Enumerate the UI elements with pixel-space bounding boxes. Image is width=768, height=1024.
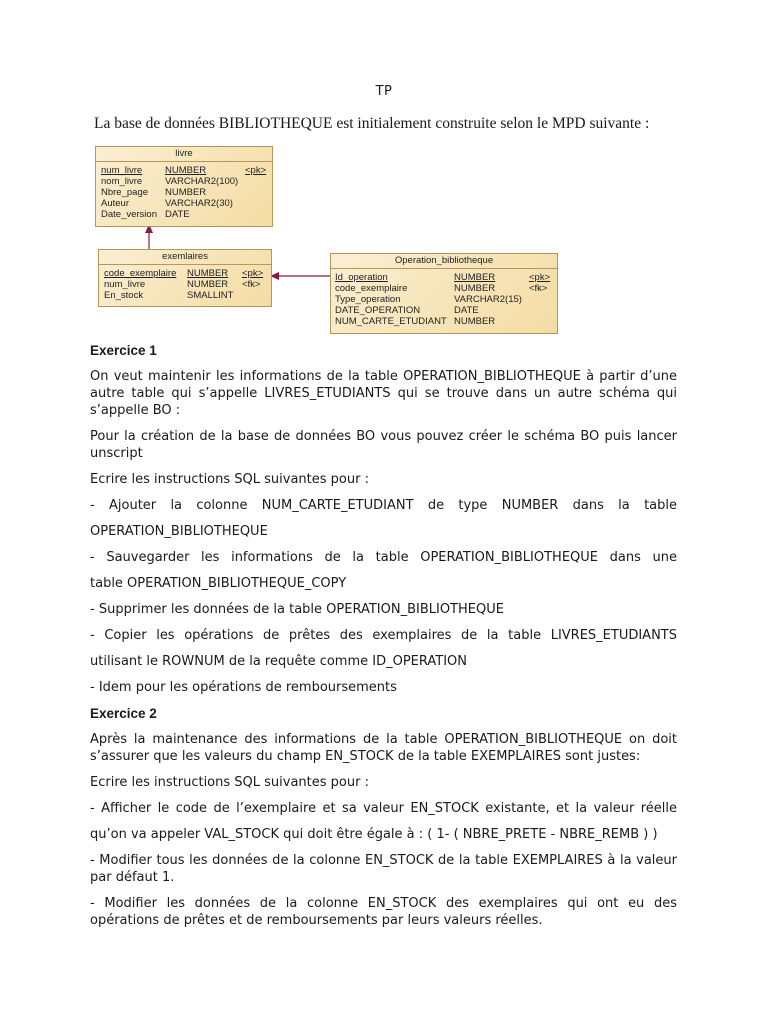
exercise-1-bullet: - Supprimer les données de la table OPERATION_BIBLIOTHEQUE bbox=[90, 602, 504, 617]
entity-exemplaires bbox=[98, 249, 272, 307]
column-row bbox=[99, 290, 271, 301]
intro-sentence: La base de données BIBLIOTHEQUE est initialement construite selon le MPD suivante : bbox=[94, 115, 650, 132]
exercise-2-bullet-continuation: qu’on va appeler VAL_STOCK qui doit être égale à : ( 1- ( NBRE_PRETE - NBRE_REMB ) ) bbox=[90, 827, 658, 842]
page-title: TP bbox=[375, 84, 393, 99]
exercise-1-paragraph: Pour la création de la base de données BO vous pouvez créer le schéma BO puis lancer unscript bbox=[90, 429, 677, 461]
column-name: nom_livre bbox=[101, 176, 143, 187]
entity-livre bbox=[95, 146, 273, 227]
column-row bbox=[99, 268, 271, 279]
exercise-1-bullet-continuation: table OPERATION_BIBLIOTHEQUE_COPY bbox=[90, 576, 347, 591]
column-type: SMALLINT bbox=[187, 290, 234, 301]
column-row bbox=[96, 165, 272, 176]
exercise-2-bullet: - Modifier les données de la colonne EN_STOCK des exemplaires qui ont eu des opérations de prêtes et de remboursements par leurs valeurs réelles. bbox=[90, 896, 677, 928]
column-key: <pk> bbox=[245, 165, 267, 176]
column-row bbox=[96, 209, 272, 220]
exercise-1-paragraph: On veut maintenir les informations de la table OPERATION_BIBLIOTHEQUE à partir d’une autre table qui s’appelle LIVRES_ETUDIANTS qui se trouve dans un autre schéma qui s’appelle BO : bbox=[90, 369, 677, 418]
column-type: NUMBER bbox=[454, 316, 496, 327]
column-row bbox=[331, 283, 557, 294]
column-key: <pk> bbox=[529, 272, 551, 283]
column-row bbox=[99, 279, 271, 290]
exercise-1-bullet: - Copier les opérations de prêtes des exemplaires de la table LIVRES_ETUDIANTS bbox=[90, 628, 677, 643]
column-name: Date_version bbox=[101, 209, 157, 220]
column-key: <fk> bbox=[242, 279, 261, 290]
exercise-1-heading: Exercice 1 bbox=[90, 343, 157, 358]
column-type: DATE bbox=[454, 305, 479, 316]
exercise-2-paragraph: Après la maintenance des informations de la table OPERATION_BIBLIOTHEQUE on doit s’assurer que les valeurs du champ EN_STOCK de la table EXEMPLAIRES sont justes: bbox=[90, 732, 677, 764]
entity-livre-name: livre bbox=[96, 147, 272, 162]
column-name: DATE_OPERATION bbox=[335, 305, 421, 316]
exercise-1-bullet: - Ajouter la colonne NUM_CARTE_ETUDIANT de type NUMBER dans la table bbox=[90, 498, 677, 513]
column-type: VARCHAR2(100) bbox=[165, 176, 239, 187]
column-key: <fk> bbox=[529, 283, 548, 294]
column-name: code_exemplaire bbox=[104, 268, 177, 279]
exercise-2-paragraph: Ecrire les instructions SQL suivantes pour : bbox=[90, 775, 369, 790]
column-type: NUMBER bbox=[187, 268, 229, 279]
column-name: num_livre bbox=[104, 279, 146, 290]
column-row bbox=[96, 198, 272, 209]
column-type: NUMBER bbox=[187, 279, 229, 290]
column-row bbox=[96, 187, 272, 198]
column-type: DATE bbox=[165, 209, 190, 220]
exercise-1-bullet-continuation: OPERATION_BIBLIOTHEQUE bbox=[90, 524, 268, 539]
exercise-1-bullet: - Idem pour les opérations de remboursements bbox=[90, 680, 397, 695]
exercise-2-heading: Exercice 2 bbox=[90, 706, 157, 721]
column-name: Type_operation bbox=[335, 294, 401, 305]
column-type: VARCHAR2(30) bbox=[165, 198, 233, 209]
exercise-2-bullet: - Afficher le code de l’exemplaire et sa valeur EN_STOCK existante, et la valeur réelle bbox=[90, 801, 677, 816]
exercise-2-bullet: - Modifier tous les données de la colonne EN_STOCK de la table EXEMPLAIRES à la valeur par défaut 1. bbox=[90, 853, 677, 885]
column-row bbox=[96, 176, 272, 187]
column-name: Id_operation bbox=[335, 272, 388, 283]
column-name: En_stock bbox=[104, 290, 144, 301]
column-type: NUMBER bbox=[454, 283, 496, 294]
column-type: VARCHAR2(15) bbox=[454, 294, 522, 305]
column-name: NUM_CARTE_ETUDIANT bbox=[335, 316, 447, 327]
exercise-1-paragraph: Ecrire les instructions SQL suivantes pour : bbox=[90, 472, 369, 487]
exercise-1-bullet-continuation: utilisant le ROWNUM de la requête comme ID_OPERATION bbox=[90, 654, 468, 669]
document-body bbox=[90, 342, 677, 938]
column-row bbox=[331, 316, 557, 327]
entity-exemplaires-name: exemlaires bbox=[99, 250, 271, 265]
column-name: code_exemplaire bbox=[335, 283, 408, 294]
column-row bbox=[331, 294, 557, 305]
column-row bbox=[331, 272, 557, 283]
entity-operation-name: Operation_bibliotheque bbox=[331, 254, 557, 269]
column-type: NUMBER bbox=[454, 272, 496, 283]
column-type: NUMBER bbox=[165, 187, 207, 198]
exercise-1-bullet: - Sauvegarder les informations de la table OPERATION_BIBLIOTHEQUE dans une bbox=[90, 550, 677, 565]
column-key: <pk> bbox=[242, 268, 264, 279]
column-name: Auteur bbox=[101, 198, 129, 209]
column-name: Nbre_page bbox=[101, 187, 149, 198]
entity-operation-bibliotheque bbox=[330, 253, 558, 334]
column-type: NUMBER bbox=[165, 165, 207, 176]
column-name: num_livre bbox=[101, 165, 143, 176]
column-row bbox=[331, 305, 557, 316]
